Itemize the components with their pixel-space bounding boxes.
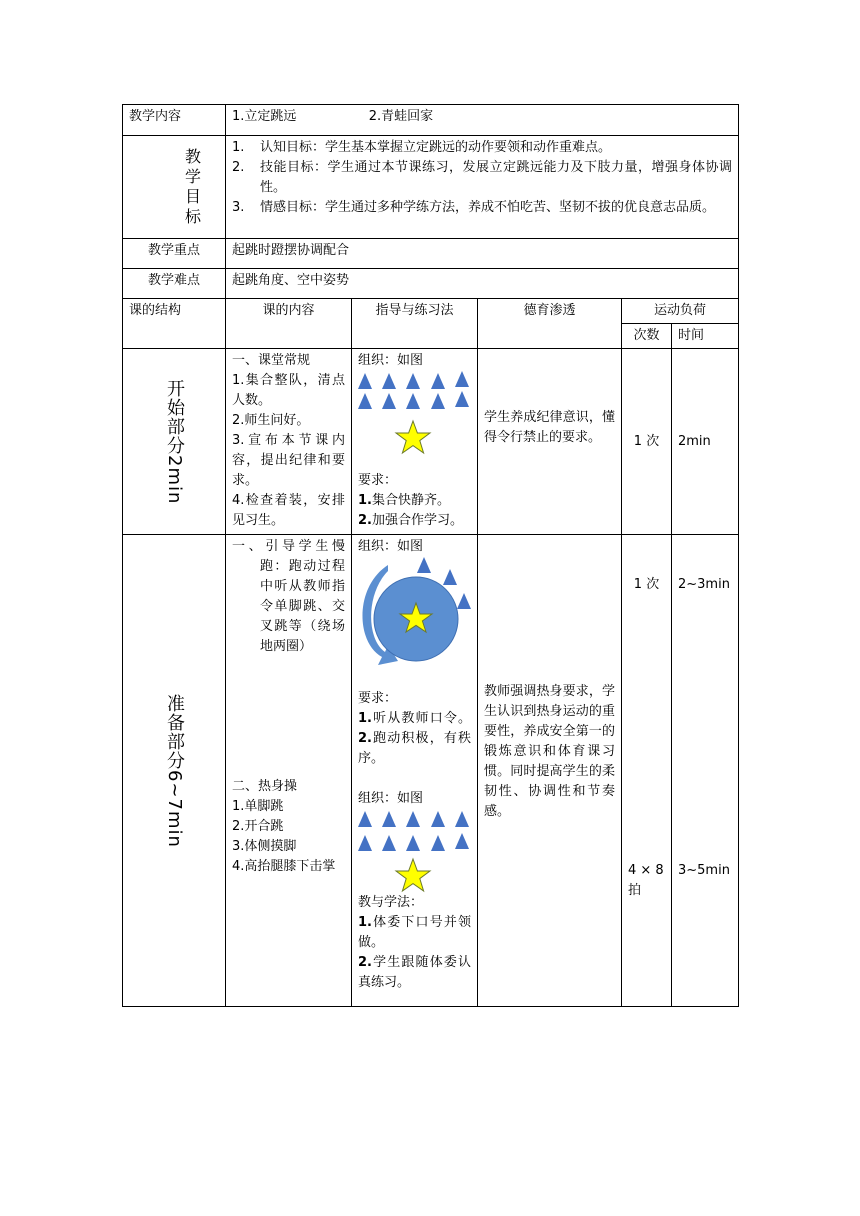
prep-running-diagram	[358, 557, 474, 675]
start-count: 1 次	[622, 349, 672, 535]
start-method	[352, 349, 478, 535]
prep-count-cell	[622, 535, 672, 1007]
lesson-plan-table	[122, 104, 739, 1007]
prep-part2-item: 4.高抬腿膝下击掌	[232, 859, 336, 874]
prep-time-cell	[672, 535, 739, 1007]
triangle-icon	[358, 371, 469, 409]
objective-item: 3. 情感目标：学生通过多种学练方法，养成不怕吃苦、坚韧不拔的优良意志品质。	[232, 200, 716, 215]
triangle-icon	[358, 811, 469, 851]
col-moral: 德育渗透	[478, 299, 622, 349]
objectives-cell	[226, 136, 739, 239]
start-content-item: 2.师生问好。	[232, 413, 310, 428]
prep-req-2: 2.跑动积极，有秩序。	[358, 731, 471, 766]
prep-label: 准备部分6~7min	[164, 693, 185, 848]
prep-method-2: 2.学生跟随体委认真练习。	[358, 955, 471, 990]
key-label: 教学重点	[123, 239, 226, 269]
content-item-1: 1.立定跳远	[232, 109, 297, 124]
prep-count-1: 1 次	[633, 577, 660, 592]
prep-warmup-diagram	[358, 809, 472, 893]
prep-part2-item: 3.体侧摸脚	[232, 839, 297, 854]
prep-content	[226, 535, 352, 1007]
prep-count-2: 4 × 8 拍	[628, 863, 664, 898]
start-formation-diagram	[358, 371, 472, 471]
objectives-list	[232, 138, 732, 218]
prep-method-title: 教与学法：	[358, 895, 424, 910]
prep-time-1: 2~3min	[678, 577, 730, 592]
start-content-item: 1.集合整队，清点人数。	[232, 373, 345, 408]
prep-moral: 教师强调热身要求，学生认识到热身运动的重要性，养成安全第一的锻炼意识和体育课习惯。同时提高学生的柔韧性、协调性和节奏感。	[478, 535, 622, 1007]
content-items	[226, 105, 739, 136]
objective-item: 2. 技能目标：学生通过本节课练习，发展立定跳远能力及下肢力量，增强身体协调性。	[232, 160, 733, 195]
star-icon	[396, 859, 430, 891]
start-moral: 学生养成纪律意识，懂得令行禁止的要求。	[478, 349, 622, 535]
prep-part1-title: 一、引导学生慢跑：跑动过程中听从教师指令单脚跳、交叉跳等（绕场地两圈）	[232, 539, 345, 654]
start-content-title: 一、课堂常规	[232, 353, 311, 368]
prep-part2-item: 2.开合跳	[232, 819, 284, 834]
col-content: 课的内容	[226, 299, 352, 349]
key-text: 起跳时蹬摆协调配合	[226, 239, 739, 269]
objective-item: 1. 认知目标：学生基本掌握立定跳远的动作要领和动作重难点。	[232, 140, 612, 155]
prep-req-title: 要求：	[358, 691, 398, 706]
content-label: 教学内容	[123, 105, 226, 136]
difficulty-text: 起跳角度、空中姿势	[226, 269, 739, 299]
prep-method	[352, 535, 478, 1007]
prep-label-cell	[123, 535, 226, 1007]
start-req-title: 要求：	[358, 473, 398, 488]
prep-method-1: 1.体委下口号并领做。	[358, 915, 471, 950]
col-time: 时间	[672, 324, 739, 349]
start-content-item: 4.检查着装，安排见习生。	[232, 493, 345, 528]
prep-part2-title: 二、热身操	[232, 779, 298, 794]
col-load: 运动负荷	[622, 299, 739, 324]
start-req-1: 1.集合快静齐。	[358, 493, 450, 508]
prep-org-2: 组织：如图	[358, 791, 424, 806]
start-content	[226, 349, 352, 535]
col-method: 指导与练习法	[352, 299, 478, 349]
star-icon	[396, 421, 430, 453]
objectives-label-cell	[123, 136, 226, 239]
objectives-label: 教学目标	[185, 147, 202, 226]
start-org: 组织：如图	[358, 353, 424, 368]
start-content-item: 3.宣布本节课内容，提出纪律和要求。	[232, 433, 345, 488]
start-label-cell	[123, 349, 226, 535]
prep-time-2: 3~5min	[678, 863, 730, 878]
prep-org-1: 组织：如图	[358, 539, 424, 554]
start-label: 开始部分2min	[164, 378, 185, 505]
start-req-2: 2.加强合作学习。	[358, 513, 463, 528]
col-structure: 课的结构	[123, 299, 226, 349]
start-time: 2min	[672, 349, 739, 535]
difficulty-label: 教学难点	[123, 269, 226, 299]
prep-part2-item: 1.单脚跳	[232, 799, 284, 814]
col-count: 次数	[622, 324, 672, 349]
content-item-2: 2.青蛙回家	[368, 109, 434, 124]
prep-req-1: 1.听从教师口令。	[358, 711, 471, 726]
